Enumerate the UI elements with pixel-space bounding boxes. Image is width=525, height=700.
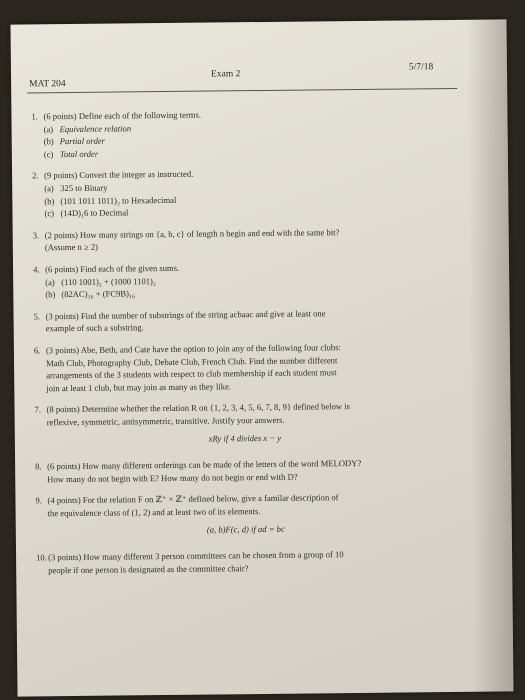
question-continuation: arrangements of the 3 students with respect to club membership if each student must: [46, 367, 337, 381]
question: [31, 106, 452, 161]
question-text: (3 points) Find the number of substrings of the string acbaac and give at least one: [45, 308, 326, 321]
subquestion-text: Total order: [59, 148, 99, 159]
subquestion-text: 325 to Binary: [60, 182, 108, 194]
subquestion-text: (14D)₁6 to Decimal: [60, 207, 129, 219]
exam-header: [11, 62, 507, 90]
exam-date: 5/7/18: [408, 62, 434, 73]
question-continuation: example of such a substring.: [45, 322, 144, 334]
question-list: [31, 106, 456, 586]
question-number: 6.: [33, 345, 41, 356]
question-text: (6 points) Define each of the following terms.: [43, 109, 202, 122]
question-text: (3 points) Abe, Beth, and Cate have the option to join any of the following four clubs:: [45, 342, 341, 356]
question: [35, 490, 455, 542]
question-continuation: reflexive, symmetric, antisymmetric, transitive. Justify your answers.: [46, 414, 285, 428]
header-rule: [27, 88, 457, 94]
question: [35, 456, 455, 486]
subquestion-label: (b): [44, 195, 55, 206]
question-text: (9 points) Convert the integer as instructed.: [44, 169, 194, 181]
relation-definition: xRy if 4 divides x − y: [208, 433, 282, 445]
question-text: (6 points) How many different orderings can be made of the letters of the word MELODY?: [47, 458, 362, 472]
relation-definition: (a, b)F(c, d) if ad = bc: [206, 524, 285, 536]
question-text: (4 points) For the relation F on ℤ⁺ × ℤ⁺ defined below, give a familar description of: [47, 492, 339, 506]
question-number: 9.: [35, 495, 42, 506]
question-number: 7.: [34, 404, 42, 415]
question-number: 3.: [32, 230, 40, 241]
question-text: (6 points) Find each of the given sums.: [45, 262, 180, 275]
question: [32, 165, 453, 220]
subquestion-label: (b): [43, 136, 54, 147]
question-text: (3 points) How many different 3 person committees can be chosen from a group of 10: [48, 549, 344, 563]
subquestion-label: (a): [44, 183, 54, 194]
question-number: 10.: [36, 552, 47, 563]
exam-paper: [10, 19, 513, 696]
subquestion-text: (110 1001)₂ + (1000 1101)₂: [61, 275, 156, 287]
subquestion-label: (c): [43, 148, 54, 160]
question: [34, 399, 454, 451]
question: [33, 259, 453, 301]
paper-shadow: [466, 19, 513, 691]
subquestion-label: (a): [45, 276, 55, 287]
question-continuation: Math Club, Photography Club, Debate Club, French Club. Find the number different: [45, 354, 338, 368]
subquestion-label: (b): [45, 289, 56, 300]
question: [33, 225, 453, 255]
subquestion-label: (a): [43, 123, 54, 134]
question-number: 1.: [31, 111, 38, 122]
question-number: 2.: [32, 170, 39, 181]
question-number: 5.: [33, 311, 41, 322]
subquestion-text: Partial order: [59, 135, 106, 147]
subquestion-text: Equivalence relation: [59, 122, 132, 134]
question-continuation: join at least 1 club, but may join as many as they like.: [46, 381, 232, 393]
question-text: (2 points) How many strings on {a, b, c} of length n begin and end with the same bit?: [44, 226, 340, 241]
question-continuation: the equivalence class of (1, 2) and at least two of its elements.: [47, 505, 261, 519]
question: [34, 340, 455, 395]
question: [33, 306, 453, 336]
course-code: MAT 204: [29, 79, 66, 90]
question-number: 4.: [33, 264, 40, 275]
exam-title: Exam 2: [210, 69, 241, 80]
question: [36, 547, 456, 577]
subquestion-text: (82AC)₁₆ + (FC9B)₁₆: [61, 288, 136, 300]
question-text: (8 points) Determine whether the relation R on {1, 2, 3, 4, 5, 6, 7, 8, 9} defined below is: [46, 401, 351, 415]
subquestion-text: (101 1011 1011)₂ to Hexadecimal: [60, 194, 177, 206]
question-continuation: How many do not begin with E? How many do not begin or end with D?: [47, 471, 298, 484]
subquestion-label: (c): [44, 208, 55, 219]
question-number: 8.: [35, 461, 42, 472]
question-continuation: (Assume n ≥ 2): [44, 242, 99, 253]
question-continuation: people if one person is designated as the committee chair?: [48, 562, 249, 575]
